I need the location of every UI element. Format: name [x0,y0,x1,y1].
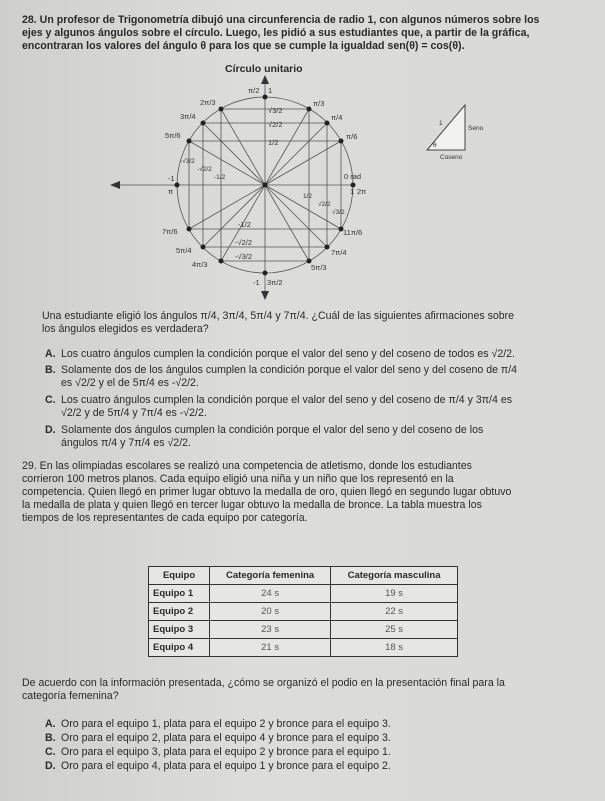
axis-label: -√3/2 [180,158,195,165]
angle-label: 7π/4 [331,248,347,257]
option-letter: A. [45,718,56,730]
q29-line: la medalla de plata y quien llegó en tercer lugar obtuvo la medalla de bronce. La tabla muestra los [22,499,482,511]
angle-label: 2π/3 [200,98,216,107]
option-text: Los cuatro ángulos cumplen la condición porque el valor del seno y del coseno de todos es √2/2. [61,348,515,360]
table-cell: 20 s [210,603,331,621]
angle-label: 11π/6 [343,228,363,237]
q28-option-b[interactable] [45,364,600,390]
angle-label: π/6 [346,132,358,141]
table-cell: 21 s [210,639,331,657]
option-text: Oro para el equipo 4, plata para el equipo 1 y bronce para el equipo 2. [61,760,391,772]
axis-label: √2/2 [318,201,331,208]
option-text: Oro para el equipo 2, plata para el equipo 4 y bronce para el equipo 3. [61,732,391,744]
option-text: Los cuatro ángulos cumplen la condición porque el valor del seno y del coseno de π/4 y 3π/4 es [61,394,513,406]
axis-label: -1/2 [214,174,226,181]
table-row [149,621,458,639]
axis-label: -1 [253,278,260,287]
angle-label: π [168,187,174,196]
axis-label: √2/2 [268,120,283,129]
q29-option-b[interactable] [45,732,600,745]
q29-prompt-line: categoría femenina? [22,690,119,702]
table-cell: Equipo 2 [149,603,210,621]
axis-label: -√3/2 [235,252,253,261]
q28-line: ejes y algunos ángulos sobre el círculo. Luego, les pidió a sus estudiantes que, a partir de la gráfica, [22,27,530,39]
column-header: Categoría masculina [331,567,458,585]
table-header-row [149,567,458,585]
angle-label: 0 rad [344,172,362,181]
option-letter: B. [45,364,56,376]
results-table [148,566,458,657]
triangle-adj-label: Coseno [440,154,463,161]
angle-label: 2π [357,187,367,196]
table-row [149,585,458,603]
table-cell: 24 s [210,585,331,603]
option-letter: B. [45,732,56,744]
q29-line: competencia. Quien llegó en primer lugar obtuvo la medalla de oro, quien llegó en segundo lugar obtuvo [22,486,512,498]
axis-label: -1 [168,174,175,183]
angle-label: 3π/2 [267,278,283,287]
table-row [149,603,458,621]
figure-title: Círculo unitario [225,63,303,75]
q28-line: encontraran los valores del ángulo θ para los que se cumple la igualdad sen(θ) = cos(θ). [22,40,465,52]
option-text: √2/2 y de 5π/4 y 7π/4 es -√2/2. [61,407,207,419]
angle-label: π/2 [248,86,260,95]
q29-option-a[interactable] [45,718,600,731]
q29-option-d[interactable] [45,760,600,773]
axis-label: 1 [268,86,273,95]
q28-prompt-line: Una estudiante eligió los ángulos π/4, 3π/4, 5π/4 y 7π/4. ¿Cuál de las siguientes afirmaciones sobre [42,310,515,322]
table-row [149,639,458,657]
axis-label: -√2/2 [197,166,212,173]
q28-prompt [42,310,602,336]
option-letter: C. [45,746,56,758]
option-text: Solamente dos ángulos cumplen la condición porque el valor del seno y del coseno de los [61,424,484,436]
q28-option-c[interactable] [45,394,600,420]
option-letter: D. [45,760,56,772]
table-cell: 18 s [331,639,458,657]
table-cell: 22 s [331,603,458,621]
triangle-hyp-label: 1 [439,120,443,127]
angle-label: 4π/3 [192,260,208,269]
q28-option-d[interactable] [45,424,600,450]
angle-label: 5π/3 [311,263,327,272]
q29-prompt [22,677,605,703]
option-letter: C. [45,394,56,406]
q29-line: tiempos de los representantes de cada equipo por categoría. [22,512,308,524]
axis-label: -1/2 [238,220,251,229]
table-cell: Equipo 1 [149,585,210,603]
angle-label: π/3 [313,99,325,108]
option-text: Solamente dos de los ángulos cumplen la condición porque el valor del seno y del coseno de π/4 [61,364,518,376]
question-29-statement [22,460,605,525]
angle-label: 3π/4 [180,112,196,121]
option-text: ángulos π/4 y 7π/4 es √2/2. [61,437,191,449]
q28-line: 28. Un profesor de Trigonometría dibujó una circunferencia de radio 1, con algunos números sobre los [22,14,540,26]
axis-label: √3/2 [268,106,283,115]
axis-label: 1/2 [303,193,313,200]
right-triangle-figure [415,100,495,165]
angle-label: 7π/6 [162,227,178,236]
q29-line: 29. En las olimpiadas escolares se realizó una competencia de atletismo, donde los estudiantes [22,460,472,472]
table-cell: 23 s [210,621,331,639]
column-header: Equipo [149,567,210,585]
q28-prompt-line: los ángulos elegidos es verdadera? [42,323,209,335]
triangle-angle-label: θ [433,142,437,149]
axis-label: -√2/2 [235,238,253,247]
table-cell: 19 s [331,585,458,603]
triangle-opp-label: Seno [468,125,484,132]
angle-label: π/4 [331,113,343,122]
table-cell: Equipo 3 [149,621,210,639]
q29-line: corrieron 100 metros planos. Cada equipo eligió una niña y un niño que los representó en la [22,473,454,485]
unit-circle-figure [110,75,370,300]
option-text: Oro para el equipo 1, plata para el equipo 2 y bronce para el equipo 3. [61,718,391,730]
angle-label: 5π/4 [176,246,192,255]
option-text: es √2/2 y el de 5π/4 es -√2/2. [61,377,199,389]
axis-label: 1/2 [268,138,279,147]
option-letter: D. [45,424,56,436]
q29-option-c[interactable] [45,746,600,759]
table-cell: 25 s [331,621,458,639]
option-letter: A. [45,348,56,360]
angle-label: 5π/6 [165,131,181,140]
question-28-statement [22,14,602,53]
table-cell: Equipo 4 [149,639,210,657]
column-header: Categoría femenina [210,567,331,585]
q29-prompt-line: De acuerdo con la información presentada, ¿cómo se organizó el podio en la presentación final para la [22,677,505,689]
option-text: Oro para el equipo 3, plata para el equipo 2 y bronce para el equipo 1. [61,746,391,758]
axis-label: 1 [350,187,355,196]
q28-option-a[interactable] [45,348,600,361]
axis-label: √3/2 [332,209,345,216]
